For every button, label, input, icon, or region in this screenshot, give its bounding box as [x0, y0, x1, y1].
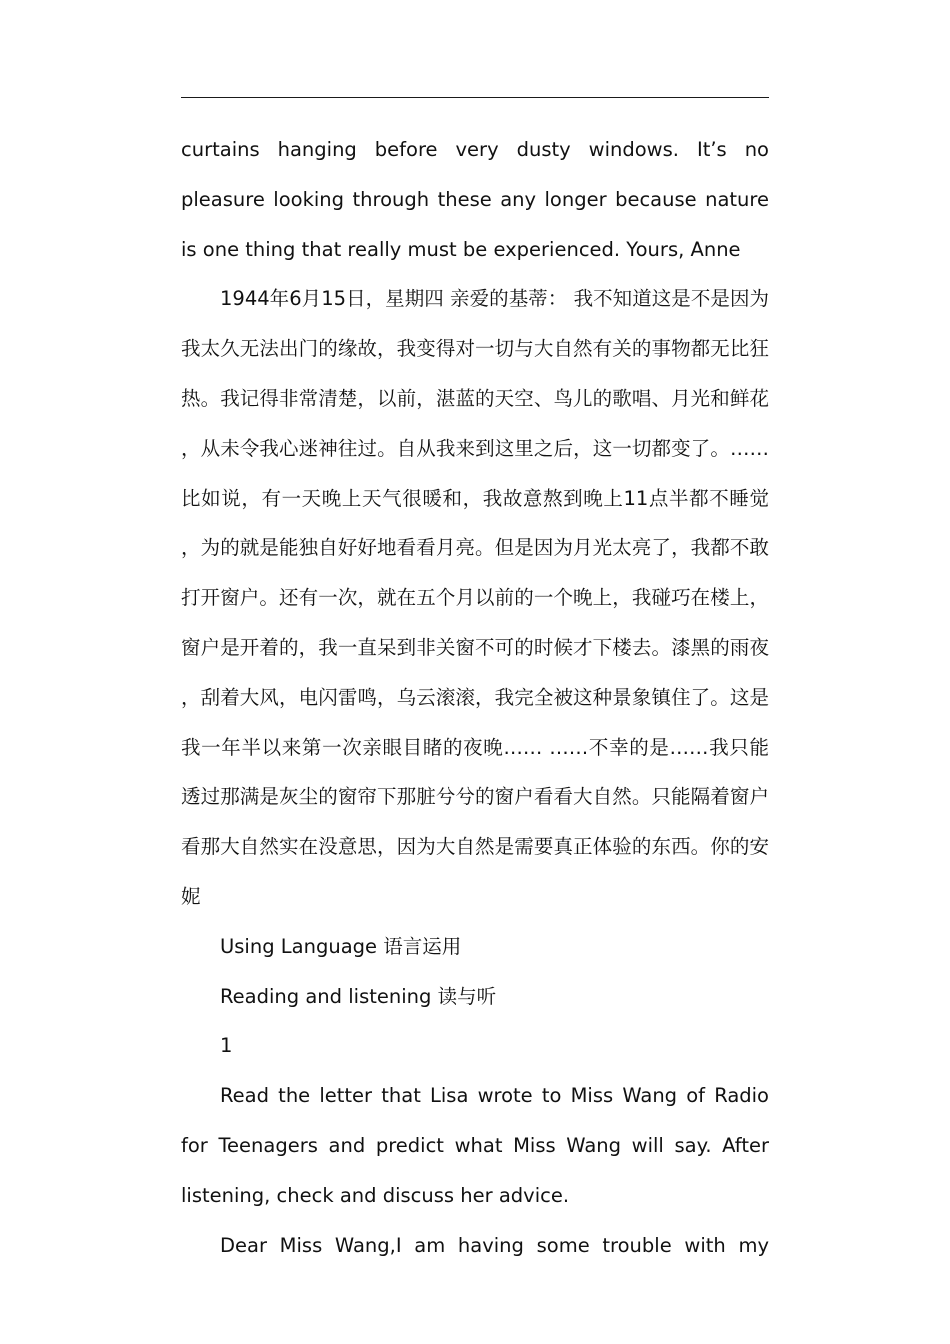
header-rule — [181, 97, 769, 98]
section-heading-using-language: Using Language 语言运用 — [220, 934, 462, 958]
paragraph-letter-opening: Dear Miss Wang,I am having some trouble with my — [220, 1233, 769, 1257]
document-body — [181, 125, 769, 1270]
paragraph-letter-ending: curtains hanging before very dusty windows. It’s no pleasure looking through these any longer because nature is one thing that really must be experienced. Yours, Anne — [181, 138, 769, 261]
exercise-number: 1 — [220, 1034, 233, 1058]
section-heading-reading-listening: Reading and listening 读与听 — [220, 984, 497, 1008]
paragraph-exercise-instruction: Read the letter that Lisa wrote to Miss Wang of Radio for Teenagers and predict what Miss Wang will say. After listening, check and discuss her advice. — [181, 1084, 769, 1207]
paragraph-chinese-translation: 1944年6月15日，星期四 亲爱的基蒂： 我不知道这是不是因为我太久无法出门的缘故，我变得对一切与大自然有关的事物都无比狂热。我记得非常清楚，以前，湛蓝的天空、鸟儿的歌唱、月光和鲜花，从未令我心迷神往过。自从我来到这里之后，这一切都变了。……比如说，有一天晚上天气很暖和，我故意熬到晚上11点半都不睡觉，为的就是能独自好好地看看月亮。但是因为月光太亮了，我都不敢打开窗户。还有一次，就在五个月以前的一个晚上，我碰巧在楼上，窗户是开着的，我一直呆到非关窗不可的时候才下楼去。漆黑的雨夜，刮着大风，电闪雷鸣，乌云滚滚，我完全被这种景象镇住了。这是我一年半以来第一次亲眼目睹的夜晚…… ……不幸的是……我只能透过那满是灰尘的窗帘下那脏兮兮的窗户看看大自然。只能隔着窗户看那大自然实在没意思，因为大自然是需要真正体验的东西。你的安妮 — [181, 287, 769, 908]
